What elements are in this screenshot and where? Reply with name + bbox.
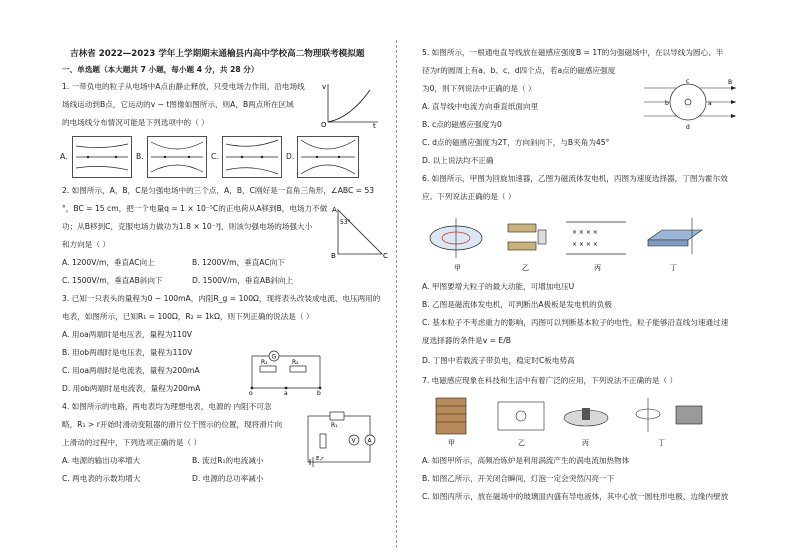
fig-yi-label: 乙 xyxy=(522,264,529,272)
vertex-c-label: C xyxy=(383,252,388,260)
fig7-jia-label: 甲 xyxy=(448,439,455,447)
q1-vt-graph xyxy=(320,80,382,128)
svg-text:× × × ×: × × × × xyxy=(572,229,598,236)
graph-v-label: v xyxy=(322,83,327,91)
q2-option-b[interactable]: B. 1200V/m，垂直AC向下 xyxy=(192,258,285,267)
terminal-b-label: b xyxy=(317,390,321,396)
point-b-label: b xyxy=(665,100,669,107)
galvanometer-label: G xyxy=(271,353,277,361)
q6-option-c[interactable]: C. 基本粒子不考虑重力的影响，丙图可以判断基本粒子的电性，粒子能够沿直线匀速通过速 xyxy=(422,318,729,327)
q5-line-1: 5. 如图所示，一根通电直导线放在磁感应强度B = 1T的匀强磁场中，在以导线为圆心、半 xyxy=(422,48,724,57)
point-a-label: a xyxy=(708,100,712,107)
q5-option-a[interactable]: A. 直导线中电流方向垂直纸面向里 xyxy=(422,102,539,111)
q2-line-4: 和方向是（ ） xyxy=(62,240,110,249)
q7-option-b[interactable]: B. 如图乙所示，开关闭合瞬间，灯泡一定会突然闪亮一下 xyxy=(422,474,615,483)
q5-option-d[interactable]: D. 以上说法均不正确 xyxy=(422,156,494,165)
q4-option-b[interactable]: B. 流过R₁的电流减小 xyxy=(192,456,264,465)
induction-furnace-figure xyxy=(436,398,466,447)
q6-option-a[interactable]: A. 甲图要增大粒子的最大动能，可增加电压U xyxy=(422,282,575,291)
point-c-label: c xyxy=(686,78,690,85)
q6-option-d[interactable]: D. 丁图中若载流子带负电，稳定时C板电势高 xyxy=(422,356,575,365)
q1-choice-b-letter: B. xyxy=(136,152,144,161)
hall-effect-figure xyxy=(648,218,702,272)
q4-option-d[interactable]: D. 电源的总功率减小 xyxy=(192,474,264,483)
q6-line-2: 应。下列说法正确的是（ ） xyxy=(422,192,516,201)
voltmeter-label: V xyxy=(351,437,356,445)
q1-line-1: 1. 一带负电的粒子从电场中A点由静止释放，只受电场力作用，沿电场线 xyxy=(62,82,305,91)
battery-label: E,r xyxy=(316,456,324,462)
graph-t-label: t xyxy=(373,122,376,128)
q6-option-c-cont: 度选择器的条件是v = E/B xyxy=(422,336,511,345)
q2-option-a[interactable]: A. 1200V/m，垂直AC向上 xyxy=(62,258,155,267)
fig7-bing-label: 丙 xyxy=(582,439,589,447)
q4-option-c[interactable]: C. 两电表的示数均增大 xyxy=(62,474,141,483)
q1-choice-d-figure[interactable] xyxy=(297,136,359,178)
exam-title: 吉林省 2022—2023 学年上学期期末通榆县内高中学校高二物理联考模拟题 xyxy=(70,49,365,59)
graph-origin-label: O xyxy=(321,121,327,128)
q1-choice-c-figure[interactable] xyxy=(222,136,282,178)
section-heading: 一、单选题（本大题共 7 小题，每小题 4 分，共 28 分） xyxy=(62,65,259,74)
q2-line-3: 功；从B移到C，克服电场力做功为1.8 × 10⁻³J，则该匀强电场的场强大小 xyxy=(62,222,313,231)
q3-line-1: 3. 已知一只表头的量程为0 ~ 100mA，内阻R_g = 100Ω，现将表头改装成电流、电压两用的 xyxy=(62,294,381,303)
q1-choice-c-letter: C. xyxy=(211,152,219,161)
q4-r1-label: R₁ xyxy=(331,422,338,429)
field-b-label: B xyxy=(728,79,733,86)
cyclotron-figure xyxy=(430,218,482,272)
velocity-selector-figure xyxy=(566,222,626,272)
q3-option-d[interactable]: D. 用ob两端时是电流表，量程为200mA xyxy=(62,384,201,393)
fig7-ding-label: 丁 xyxy=(658,439,665,447)
q4-line-2: 略，R₁ > r开始时滑动变阻器的滑片位于图示的位置，现将滑片向 xyxy=(62,420,283,429)
lamp-circuit-figure xyxy=(498,402,544,447)
q2-option-c[interactable]: C. 1500V/m，垂直AB斜向下 xyxy=(62,276,163,285)
terminal-a-label: a xyxy=(284,390,288,396)
vertex-b-label: B xyxy=(331,252,336,260)
q3-line-2: 电表，如图所示，已知R₁ = 100Ω，R₂ = 1kΩ，则下列正确的说法是（ ） xyxy=(62,312,314,321)
r1-label: R₁ xyxy=(261,359,268,366)
q5-magnetic-field-figure xyxy=(640,76,740,132)
q2-line-1: 2. 如图所示，A，B，C是匀强电场中的三个点，A，B，C刚好是一直角三角形，∠ABC = 53 xyxy=(62,186,375,195)
fig-jia-label: 甲 xyxy=(454,264,461,272)
q6-option-b[interactable]: B. 乙图是磁流体发电机，可判断出A极板是发电机的负极 xyxy=(422,300,612,309)
conductive-liquid-figure xyxy=(564,408,608,447)
q3-circuit-figure xyxy=(246,348,326,396)
q3-option-a[interactable]: A. 用oa两端时是电压表，量程为110V xyxy=(62,330,193,339)
q4-circuit-figure xyxy=(302,410,376,468)
q2-line-2: °，BC = 15 cm，把一个电量q = 1 × 10⁻⁵C的正电荷从A移到B，电场力不做 xyxy=(62,204,328,213)
angle-label: 53° xyxy=(340,219,351,226)
q7-option-c[interactable]: C. 如图丙所示，放在磁场中的玻璃皿内盛有导电液体，其中心放一圆柱形电极，边缘内壁放 xyxy=(422,492,729,501)
q3-option-b[interactable]: B. 用ob两端时是电压表，量程为110V xyxy=(62,348,193,357)
q4-line-3: 上滑动的过程中，下列选项正确的是（ ） xyxy=(62,438,202,447)
q1-choice-a-figure[interactable] xyxy=(72,136,132,178)
q1-choice-b-figure[interactable] xyxy=(147,136,207,178)
q6-line-1: 6. 如图所示，甲图为回旋加速器，乙图为磁流体发电机，丙图为速度选择器，丁图为霍尔效 xyxy=(422,174,728,183)
q7-figures xyxy=(426,392,726,448)
column-divider xyxy=(396,40,397,548)
r2-label: R₂ xyxy=(292,359,299,366)
svg-text:× × × ×: × × × × xyxy=(572,241,598,248)
q2-triangle-figure xyxy=(330,204,390,260)
mhd-generator-figure xyxy=(508,224,546,272)
fig-bing-label: 丙 xyxy=(594,264,601,272)
q7-line-1: 7. 电磁感应现象在科技和生活中有着广泛的应用，下列说法不正确的是（ ） xyxy=(422,376,678,385)
point-d-label: d xyxy=(686,124,690,131)
ammeter-label: A xyxy=(367,437,372,445)
q4-line-1: 4. 如图所示的电路，两电表均为理想电表，电源的 内阻不可忽 xyxy=(62,402,272,411)
q5-line-3: 为0，则下列说法中正确的是（ ） xyxy=(422,84,536,93)
q2-option-d[interactable]: D. 1500V/m，垂直AB斜向上 xyxy=(192,276,294,285)
q1-choice-d-letter: D. xyxy=(286,152,295,161)
q7-option-a[interactable]: A. 如图甲所示，高频冶炼炉是利用涡流产生的涡电流加热物体 xyxy=(422,456,630,465)
vertex-a-label: A xyxy=(332,206,337,214)
terminal-o-label: o xyxy=(249,390,253,396)
q6-figures xyxy=(426,210,726,274)
q5-option-c[interactable]: C. d点的磁感应强度为2T，方向斜向下，与B夹角为45° xyxy=(422,138,610,147)
eddy-current-figure xyxy=(636,398,702,447)
q5-line-2: 径为r的圆周上有a、b、c、d四个点，若a点的磁感应强度 xyxy=(422,66,616,75)
fig7-yi-label: 乙 xyxy=(518,439,525,447)
q1-choice-a-letter: A. xyxy=(60,152,68,161)
q4-option-a[interactable]: A. 电源的输出功率增大 xyxy=(62,456,141,465)
fig-ding-label: 丁 xyxy=(670,264,677,272)
q3-option-c[interactable]: C. 用oa两端时是电流表，量程为200mA xyxy=(62,366,200,375)
q1-line-3: 的电场线分布情况可能是下列选项中的（ ） xyxy=(62,118,209,127)
q5-option-b[interactable]: B. c点的磁感应强度为0 xyxy=(422,120,502,129)
q1-line-2: 场线运动到B点，它运动的v − t图像如图所示，则A，B两点所在区域 xyxy=(62,100,294,109)
